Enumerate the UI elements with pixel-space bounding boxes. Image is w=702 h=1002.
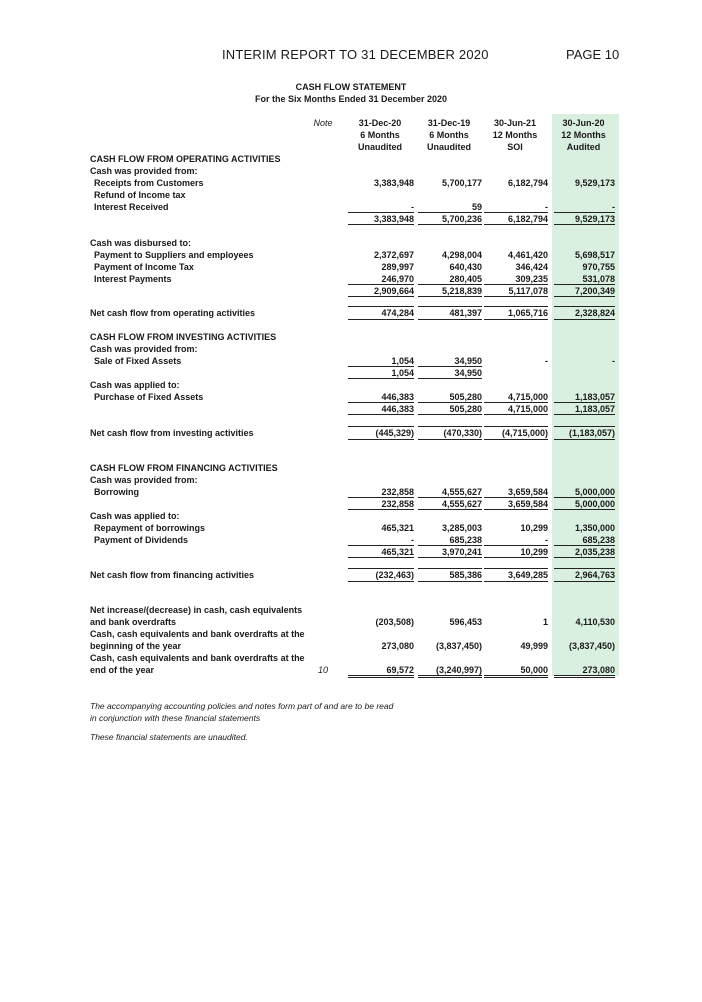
- table-row: [0, 569, 702, 581]
- cell-value: 5,000,000: [574, 487, 615, 497]
- cell-value: 6,182,794: [507, 178, 548, 188]
- column-header-status: Unaudited: [427, 142, 471, 152]
- table-row: [0, 237, 702, 249]
- table-row: [0, 331, 702, 343]
- cell-value: 5,700,177: [441, 178, 482, 188]
- total-rule: [554, 439, 615, 440]
- row-label: Interest Payments: [94, 274, 172, 284]
- row-label: and bank overdrafts: [90, 617, 177, 627]
- total-rule: [484, 296, 548, 297]
- cell-value: 596,453: [449, 617, 482, 627]
- cell-value: 4,715,000: [507, 392, 548, 402]
- row-label: Cash was disbursed to:: [90, 238, 192, 248]
- total-rule: [418, 545, 482, 546]
- cell-value: -: [545, 356, 548, 366]
- cell-value: 273,080: [381, 641, 414, 651]
- total-rule: [348, 366, 414, 367]
- total-rule: [418, 224, 482, 225]
- cell-value: 1,054: [391, 368, 414, 378]
- cell-value: 970,755: [582, 262, 615, 272]
- cell-value: (470,330): [443, 428, 482, 438]
- row-note: 10: [317, 665, 328, 675]
- table-row: [0, 474, 702, 486]
- cell-value: -: [545, 202, 548, 212]
- total-rule: [348, 402, 414, 403]
- footnote-line: The accompanying accounting policies and notes form part of and are to be read: [90, 701, 394, 711]
- total-rule: [418, 677, 482, 678]
- statement-title: CASH FLOW STATEMENT: [295, 82, 407, 92]
- total-rule: [418, 296, 482, 297]
- cell-value: 6,182,794: [507, 214, 548, 224]
- total-rule: [554, 306, 615, 307]
- row-label: CASH FLOW FROM FINANCING ACTIVITIES: [90, 463, 278, 473]
- row-label: Refund of Income tax: [94, 190, 186, 200]
- total-rule: [554, 497, 615, 498]
- cell-value: 1: [542, 617, 548, 627]
- total-rule: [348, 545, 414, 546]
- total-rule: [484, 212, 548, 213]
- cell-value: 50,000: [520, 665, 548, 675]
- cell-value: 59: [471, 202, 482, 212]
- total-rule: [484, 581, 548, 582]
- total-rule: [484, 414, 548, 415]
- total-rule: [418, 439, 482, 440]
- total-rule: [348, 319, 414, 320]
- column-header-status: SOI: [507, 142, 523, 152]
- total-rule: [484, 306, 548, 307]
- table-row: [0, 604, 702, 616]
- total-rule: [348, 581, 414, 582]
- table-row: [0, 343, 702, 355]
- row-label: Cash was provided from:: [90, 166, 198, 176]
- column-header-date: 30-Jun-21: [493, 118, 537, 128]
- total-rule: [484, 545, 548, 546]
- total-rule: [554, 509, 615, 510]
- row-label: CASH FLOW FROM INVESTING ACTIVITIES: [90, 332, 277, 342]
- total-rule: [554, 212, 615, 213]
- total-rule: [348, 378, 414, 379]
- cell-value: 2,035,238: [574, 547, 615, 557]
- row-label: Cash was provided from:: [90, 475, 198, 485]
- cell-value: 346,424: [515, 262, 548, 272]
- column-header-period: 6 Months: [360, 130, 400, 140]
- cell-value: 69,572: [386, 665, 414, 675]
- row-label: Cash, cash equivalents and bank overdrafts at the: [90, 629, 305, 639]
- table-row: [0, 165, 702, 177]
- total-rule: [484, 426, 548, 427]
- total-rule: [418, 426, 482, 427]
- cell-value: (445,329): [375, 428, 414, 438]
- cell-value: 3,659,584: [507, 487, 548, 497]
- cell-value: (1,183,057): [568, 428, 615, 438]
- total-rule: [418, 414, 482, 415]
- cell-value: 1,065,716: [507, 308, 548, 318]
- row-label: Net cash flow from financing activities: [90, 570, 255, 580]
- footnote-unaudited: These financial statements are unaudited.: [90, 732, 248, 742]
- total-rule: [348, 296, 414, 297]
- cell-value: (232,463): [375, 570, 414, 580]
- cell-value: 465,321: [381, 523, 414, 533]
- total-rule: [348, 557, 414, 558]
- column-header-period: 12 Months: [561, 130, 606, 140]
- total-rule: [554, 402, 615, 403]
- row-label: Net increase/(decrease) in cash, cash equivalents: [90, 605, 303, 615]
- total-rule: [348, 675, 414, 676]
- cell-value: 4,298,004: [441, 250, 482, 260]
- row-label: Receipts from Customers: [94, 178, 204, 188]
- cell-value: 5,117,078: [508, 286, 548, 296]
- total-rule: [484, 402, 548, 403]
- cell-value: 505,280: [449, 404, 482, 414]
- report-title: INTERIM REPORT TO 31 DECEMBER 2020: [222, 47, 489, 62]
- total-rule: [418, 366, 482, 367]
- total-rule: [484, 224, 548, 225]
- table-row: [0, 177, 702, 189]
- column-header-period: 12 Months: [492, 130, 538, 140]
- cell-value: 280,405: [449, 274, 482, 284]
- column-header-status: Unaudited: [358, 142, 402, 152]
- cell-value: 3,383,948: [373, 178, 414, 188]
- total-rule: [484, 677, 548, 678]
- cell-value: 9,529,173: [574, 178, 615, 188]
- row-label: Cash, cash equivalents and bank overdrafts at the: [90, 653, 305, 663]
- cell-value: 465,321: [381, 547, 414, 557]
- cell-value: 4,555,627: [441, 487, 482, 497]
- cell-value: -: [612, 202, 615, 212]
- row-label: Net cash flow from investing activities: [90, 428, 254, 438]
- total-rule: [418, 581, 482, 582]
- table-row: [0, 153, 702, 165]
- cell-value: 4,555,627: [441, 499, 482, 509]
- table-row: [0, 261, 702, 273]
- total-rule: [554, 296, 615, 297]
- total-rule: [554, 677, 615, 678]
- total-rule: [418, 284, 482, 285]
- total-rule: [348, 306, 414, 307]
- total-rule: [418, 675, 482, 676]
- row-label: CASH FLOW FROM OPERATING ACTIVITIES: [90, 154, 281, 164]
- row-label: Payment to Suppliers and employees: [94, 250, 254, 260]
- cell-value: 1,183,057: [574, 404, 615, 414]
- total-rule: [348, 439, 414, 440]
- cell-value: 5,000,000: [574, 499, 615, 509]
- cell-value: 289,997: [381, 262, 414, 272]
- cell-value: 34,950: [454, 356, 482, 366]
- total-rule: [418, 378, 482, 379]
- table-row: [0, 652, 702, 664]
- total-rule: [348, 509, 414, 510]
- cell-value: 10,299: [520, 523, 548, 533]
- page-number: PAGE 10: [566, 47, 620, 62]
- cell-value: 640,430: [449, 262, 482, 272]
- cell-value: 5,700,236: [441, 214, 482, 224]
- total-rule: [554, 545, 615, 546]
- table-row: [0, 462, 702, 474]
- cell-value: 232,858: [381, 487, 414, 497]
- note-column-header: Note: [313, 118, 333, 128]
- cell-value: 585,386: [449, 570, 482, 580]
- table-row: [0, 307, 702, 319]
- cell-value: -: [612, 356, 615, 366]
- cell-value: 1,183,057: [574, 392, 615, 402]
- cell-value: 481,397: [449, 308, 482, 318]
- row-label: Cash was provided from:: [90, 344, 198, 354]
- table-row: [0, 510, 702, 522]
- cell-value: 9,529,173: [574, 214, 615, 224]
- total-rule: [348, 426, 414, 427]
- column-header-period: 6 Months: [429, 130, 469, 140]
- total-rule: [418, 497, 482, 498]
- row-label: Cash was applied to:: [90, 511, 180, 521]
- total-rule: [554, 581, 615, 582]
- column-header-date: 30-Jun-20: [562, 118, 605, 128]
- cell-value: 5,698,517: [574, 250, 615, 260]
- total-rule: [418, 402, 482, 403]
- cell-value: 246,970: [381, 274, 414, 284]
- table-row: [0, 249, 702, 261]
- total-rule: [348, 224, 414, 225]
- total-rule: [554, 675, 615, 676]
- table-row: [0, 616, 702, 628]
- cell-value: 7,200,349: [574, 286, 615, 296]
- row-label: Payment of Dividends: [94, 535, 189, 545]
- total-rule: [554, 414, 615, 415]
- table-row: [0, 640, 702, 652]
- cell-value: 474,284: [381, 308, 414, 318]
- cell-value: (3,837,450): [568, 641, 615, 651]
- total-rule: [554, 224, 615, 225]
- total-rule: [484, 568, 548, 569]
- cell-value: 2,909,664: [373, 286, 414, 296]
- total-rule: [348, 677, 414, 678]
- cell-value: 273,080: [582, 665, 615, 675]
- cell-value: 309,235: [515, 274, 548, 284]
- total-rule: [484, 557, 548, 558]
- footnote-line: in conjunction with these financial statements: [90, 713, 261, 723]
- row-label: Interest Received: [94, 202, 169, 212]
- cell-value: 685,238: [449, 535, 482, 545]
- column-header-status: Audited: [566, 142, 601, 152]
- row-label: beginning of the year: [90, 641, 182, 651]
- cell-value: 3,285,003: [441, 523, 482, 533]
- cell-value: 2,372,697: [373, 250, 414, 260]
- row-label: Cash was applied to:: [90, 380, 180, 390]
- cell-value: 3,383,948: [373, 214, 414, 224]
- total-rule: [554, 568, 615, 569]
- cell-value: 34,950: [454, 368, 482, 378]
- table-row: [0, 628, 702, 640]
- row-label: Repayment of borrowings: [94, 523, 206, 533]
- cell-value: 3,970,241: [441, 547, 482, 557]
- row-label: end of the year: [90, 665, 155, 675]
- cell-value: 4,715,000: [507, 404, 548, 414]
- cell-value: 2,964,763: [574, 570, 615, 580]
- total-rule: [554, 284, 615, 285]
- cell-value: 4,461,420: [507, 250, 548, 260]
- cell-value: -: [545, 535, 548, 545]
- cell-value: 2,328,824: [574, 308, 615, 318]
- total-rule: [484, 675, 548, 676]
- cell-value: (3,240,997): [435, 665, 482, 675]
- row-label: Sale of Fixed Assets: [94, 356, 182, 366]
- cell-value: 446,383: [381, 404, 414, 414]
- cell-value: 232,858: [381, 499, 414, 509]
- total-rule: [418, 306, 482, 307]
- table-row: [0, 427, 702, 439]
- total-rule: [418, 212, 482, 213]
- table-row: [0, 379, 702, 391]
- total-rule: [484, 319, 548, 320]
- column-header-date: 31-Dec-20: [358, 118, 402, 128]
- cell-value: 10,299: [520, 547, 548, 557]
- cell-value: 505,280: [449, 392, 482, 402]
- total-rule: [484, 509, 548, 510]
- total-rule: [554, 319, 615, 320]
- cell-value: (3,837,450): [435, 641, 482, 651]
- total-rule: [418, 509, 482, 510]
- total-rule: [348, 497, 414, 498]
- row-label: Purchase of Fixed Assets: [94, 392, 204, 402]
- cell-value: 531,078: [582, 274, 615, 284]
- table-row: [0, 522, 702, 534]
- total-rule: [348, 284, 414, 285]
- cell-value: 446,383: [381, 392, 414, 402]
- total-rule: [418, 557, 482, 558]
- cell-value: 1,054: [391, 356, 414, 366]
- total-rule: [554, 557, 615, 558]
- total-rule: [348, 212, 414, 213]
- column-header-date: 31-Dec-19: [427, 118, 471, 128]
- cell-value: -: [411, 535, 414, 545]
- total-rule: [554, 426, 615, 427]
- cell-value: 1,350,000: [574, 523, 615, 533]
- cell-value: (203,508): [375, 617, 414, 627]
- table-row: [0, 189, 702, 201]
- cell-value: -: [411, 202, 414, 212]
- total-rule: [348, 568, 414, 569]
- row-label: Payment of Income Tax: [94, 262, 194, 272]
- cell-value: 3,659,584: [507, 499, 548, 509]
- cell-value: 5,218,839: [441, 286, 482, 296]
- total-rule: [418, 568, 482, 569]
- total-rule: [418, 319, 482, 320]
- cell-value: (4,715,000): [501, 428, 548, 438]
- total-rule: [348, 414, 414, 415]
- statement-subtitle: For the Six Months Ended 31 December 2020: [254, 94, 448, 104]
- row-label: Borrowing: [94, 487, 139, 497]
- cell-value: 685,238: [582, 535, 615, 545]
- total-rule: [484, 439, 548, 440]
- cell-value: 49,999: [520, 641, 548, 651]
- cell-value: 4,110,530: [575, 617, 615, 627]
- total-rule: [484, 497, 548, 498]
- cell-value: 3,649,285: [507, 570, 548, 580]
- row-label: Net cash flow from operating activities: [90, 308, 256, 318]
- total-rule: [484, 284, 548, 285]
